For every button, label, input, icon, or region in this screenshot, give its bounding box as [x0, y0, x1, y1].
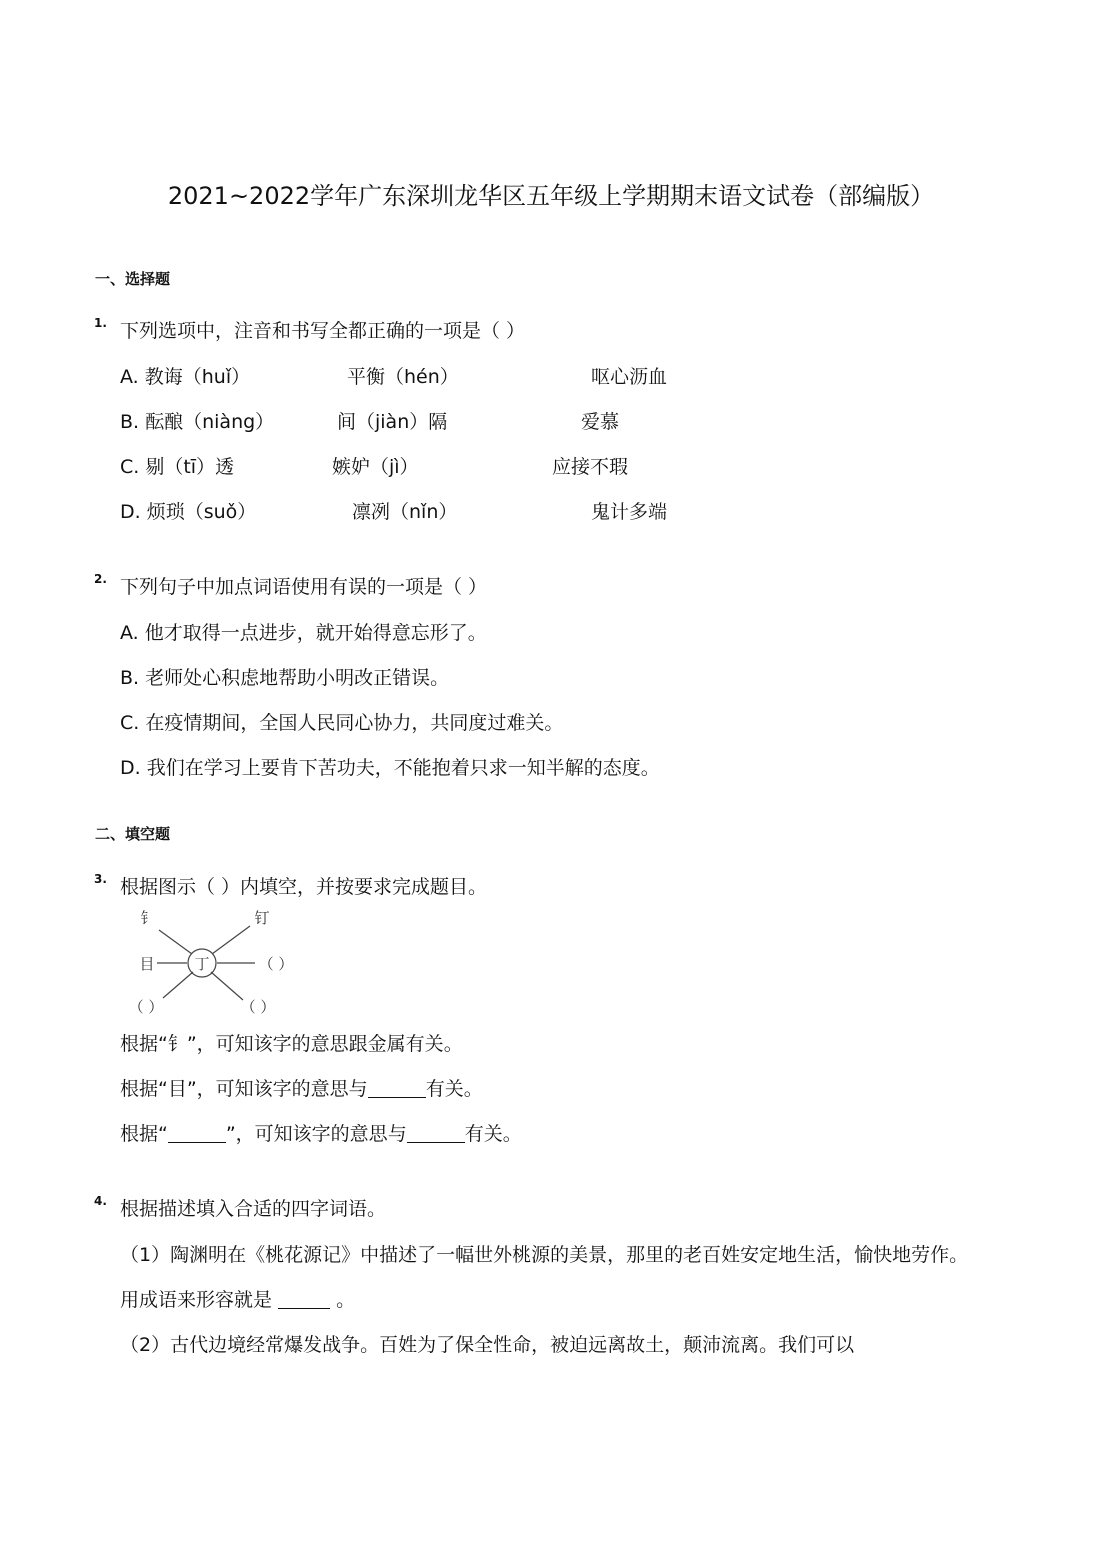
- option-b-col1: B. 酝酿（niàng）: [120, 411, 275, 433]
- text: 。: [336, 1289, 356, 1311]
- question-stem: 下列句子中加点词语使用有误的一项是（ ）: [120, 576, 488, 598]
- bottom-right-blank: （ ）: [240, 998, 276, 1016]
- section-heading-choice: 一、选择题: [95, 270, 171, 288]
- bottom-left-blank: （ ）: [128, 998, 164, 1016]
- option-d-col3: 鬼计多端: [591, 501, 668, 523]
- answer-blank[interactable]: [168, 1123, 226, 1143]
- text: 有关。: [425, 1078, 483, 1100]
- option-a-col1: A. 教诲（huǐ）: [120, 366, 251, 388]
- q3-line-3: [120, 1119, 522, 1146]
- option-c-col1: C. 剔（tī）透: [120, 456, 235, 478]
- option-c-col3: 应接不瑕: [552, 456, 629, 478]
- option-b-col3: 爱慕: [581, 411, 620, 433]
- text: 根据“: [120, 1123, 168, 1145]
- answer-blank[interactable]: [407, 1123, 465, 1143]
- q3-line-2: [120, 1074, 483, 1101]
- option-d: D. 我们在学习上要肯下苦功夫，不能抱着只求一知半解的态度。: [120, 757, 660, 779]
- left-char: 目: [139, 955, 155, 973]
- q4-part-1: （1）陶渊明在《桃花源记》中描述了一幅世外桃源的美景，那里的老百姓安定地生活，愉快地劳作。: [120, 1244, 969, 1266]
- answer-blank[interactable]: [368, 1078, 426, 1098]
- q4-part-1-cont: [120, 1285, 355, 1312]
- option-c-col2: 嫉妒（jì）: [332, 456, 419, 478]
- answer-blank[interactable]: [278, 1289, 330, 1309]
- page-title: 2021~2022学年广东深圳龙华区五年级上学期期末语文试卷（部编版）: [167, 182, 935, 210]
- question-stem: 根据描述填入合适的四字词语。: [120, 1198, 387, 1220]
- text: ”，可知该字的意思与: [225, 1123, 407, 1145]
- top-left-char: 钅: [140, 909, 156, 927]
- question-stem: 根据图示（ ）内填空，并按要求完成题目。: [120, 876, 488, 898]
- text: 有关。: [464, 1123, 522, 1145]
- q3-line-1: 根据“钅”，可知该字的意思跟金属有关。: [120, 1033, 463, 1055]
- option-a: A. 他才取得一点进步，就开始得意忘形了。: [120, 622, 487, 644]
- option-d-col2: 凛冽（nǐn）: [352, 501, 458, 523]
- option-d-col1: D. 烦琐（suǒ）: [120, 501, 257, 523]
- radical-diagram: [120, 900, 320, 1025]
- text: 用成语来形容就是: [120, 1289, 273, 1311]
- top-right-char: 钉: [254, 909, 270, 927]
- option-c: C. 在疫情期间，全国人民同心协力，共同度过难关。: [120, 712, 564, 734]
- question-stem: 下列选项中，注音和书写全都正确的一项是（ ）: [120, 320, 526, 342]
- right-blank: （ ）: [258, 955, 294, 973]
- q4-part-2: （2）古代边境经常爆发战争。百姓为了保全性命，被迫远离故土，颠沛流离。我们可以: [120, 1334, 855, 1356]
- question-number: 4.: [94, 1194, 107, 1208]
- option-a-col2: 平衡（hén）: [347, 366, 459, 388]
- center-char: 丁: [194, 955, 210, 973]
- question-number: 1.: [94, 316, 107, 330]
- option-b: B. 老师处心积虑地帮助小明改正错误。: [120, 667, 450, 689]
- section-heading-fill: 二、填空题: [95, 825, 171, 843]
- question-number: 3.: [94, 872, 107, 886]
- question-number: 2.: [94, 572, 107, 586]
- option-b-col2: 间（jiàn）隔: [337, 411, 448, 433]
- option-a-col3: 呕心沥血: [591, 366, 668, 388]
- text: 根据“目”，可知该字的意思与: [120, 1078, 368, 1100]
